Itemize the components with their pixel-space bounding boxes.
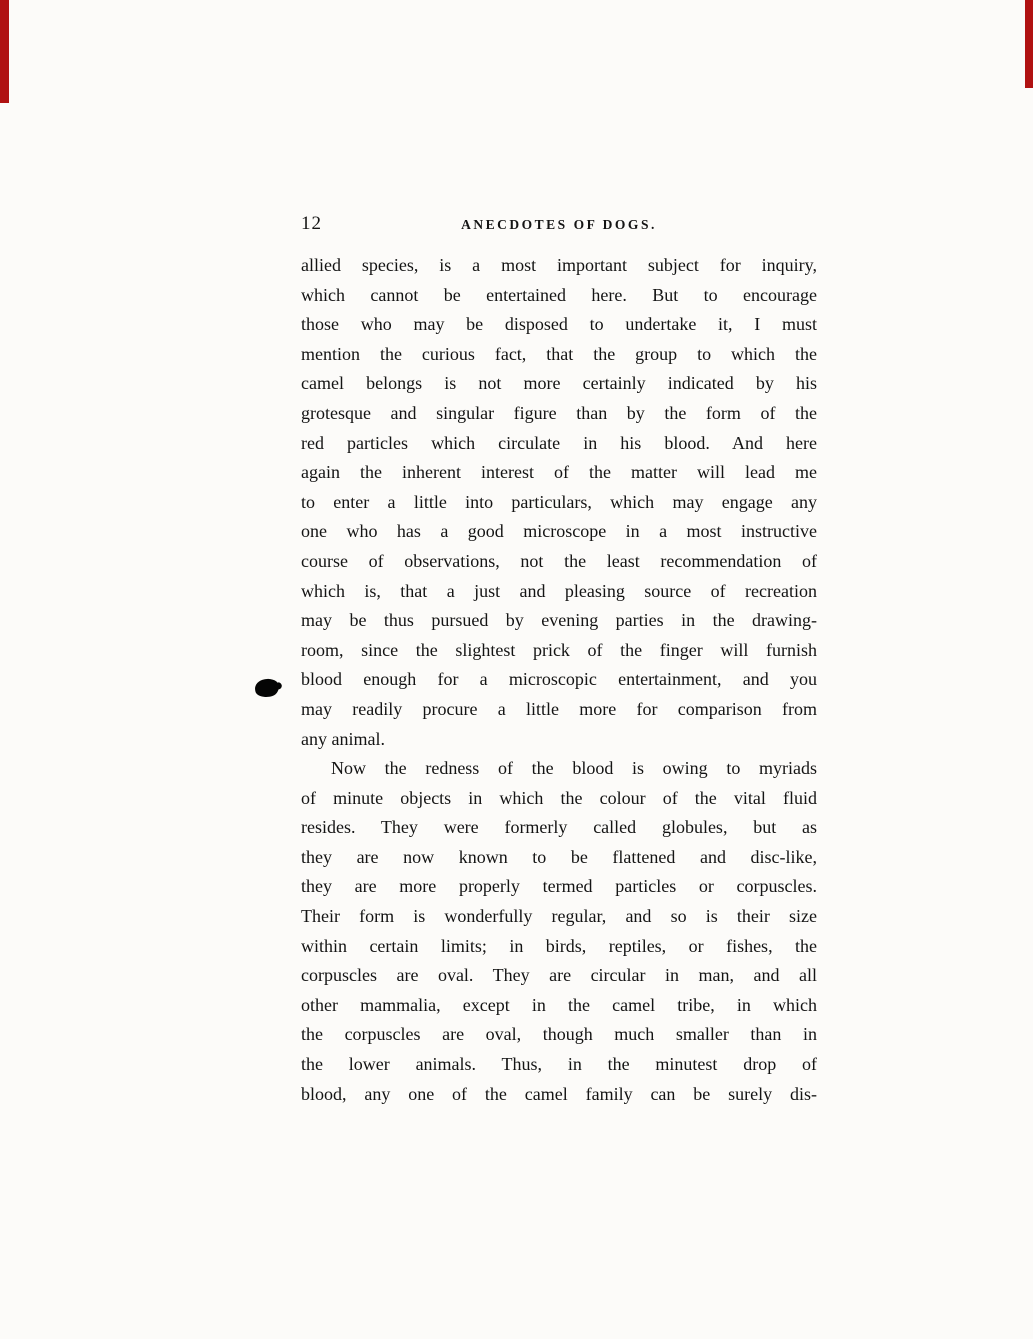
- text-line: those who may be disposed to undertake it, I must: [301, 314, 817, 335]
- text-line: any animal.: [301, 728, 385, 749]
- text-line: the corpuscles are oval, though much smaller than in: [301, 1024, 817, 1045]
- text-line: grotesque and singular figure than by the form of the: [301, 402, 817, 423]
- scan-edge-right: [1025, 0, 1033, 88]
- scan-edge-left: [0, 0, 9, 103]
- text-line: mention the curious fact, that the group to which the: [301, 343, 817, 364]
- ink-blot: [254, 677, 280, 698]
- text-line: resides. They were formerly called globules, but as: [301, 817, 817, 838]
- text-line: allied species, is a most important subject for inquiry,: [301, 255, 817, 275]
- text-line: they are more properly termed particles or corpuscles.: [301, 876, 817, 897]
- paragraph: [301, 251, 817, 754]
- text-line: blood enough for a microscopic entertainment, and you: [301, 669, 817, 690]
- text-line: Their form is wonderfully regular, and so is their size: [301, 906, 817, 927]
- text-line: one who has a good microscope in a most instructive: [301, 521, 817, 542]
- text-line: again the inherent interest of the matter will lead me: [301, 462, 817, 483]
- text-line: they are now known to be flattened and disc-like,: [301, 846, 817, 867]
- text-line: within certain limits; in birds, reptiles, or fishes, the: [301, 935, 817, 956]
- text-line: which cannot be entertained here. But to encourage: [301, 284, 817, 305]
- paragraph: [301, 754, 817, 1109]
- text-line: course of observations, not the least recommendation of: [301, 550, 817, 571]
- page-header: [301, 213, 817, 237]
- text-line: to enter a little into particulars, which may engage any: [301, 491, 817, 512]
- text-line: Now the redness of the blood is owing to myriads: [331, 758, 817, 779]
- running-title: ANECDOTES OF DOGS.: [461, 217, 657, 232]
- text-block: [301, 213, 817, 1109]
- text-line: red particles which circulate in his blood. And here: [301, 432, 817, 453]
- text-line: the lower animals. Thus, in the minutest drop of: [301, 1054, 817, 1075]
- text-line: may readily procure a little more for comparison from: [301, 698, 817, 719]
- text-line: may be thus pursued by evening parties in the drawing-: [301, 610, 817, 631]
- page-body: [301, 251, 817, 1109]
- text-line: corpuscles are oval. They are circular in man, and all: [301, 965, 817, 986]
- text-line: of minute objects in which the colour of the vital fluid: [301, 787, 817, 808]
- page-number: 12: [301, 213, 322, 234]
- text-line: blood, any one of the camel family can be surely dis-: [301, 1083, 817, 1104]
- text-line: other mammalia, except in the camel tribe, in which: [301, 994, 817, 1015]
- text-line: which is, that a just and pleasing source of recreation: [301, 580, 817, 601]
- text-line: camel belongs is not more certainly indicated by his: [301, 373, 817, 394]
- text-line: room, since the slightest prick of the finger will furnish: [301, 639, 817, 660]
